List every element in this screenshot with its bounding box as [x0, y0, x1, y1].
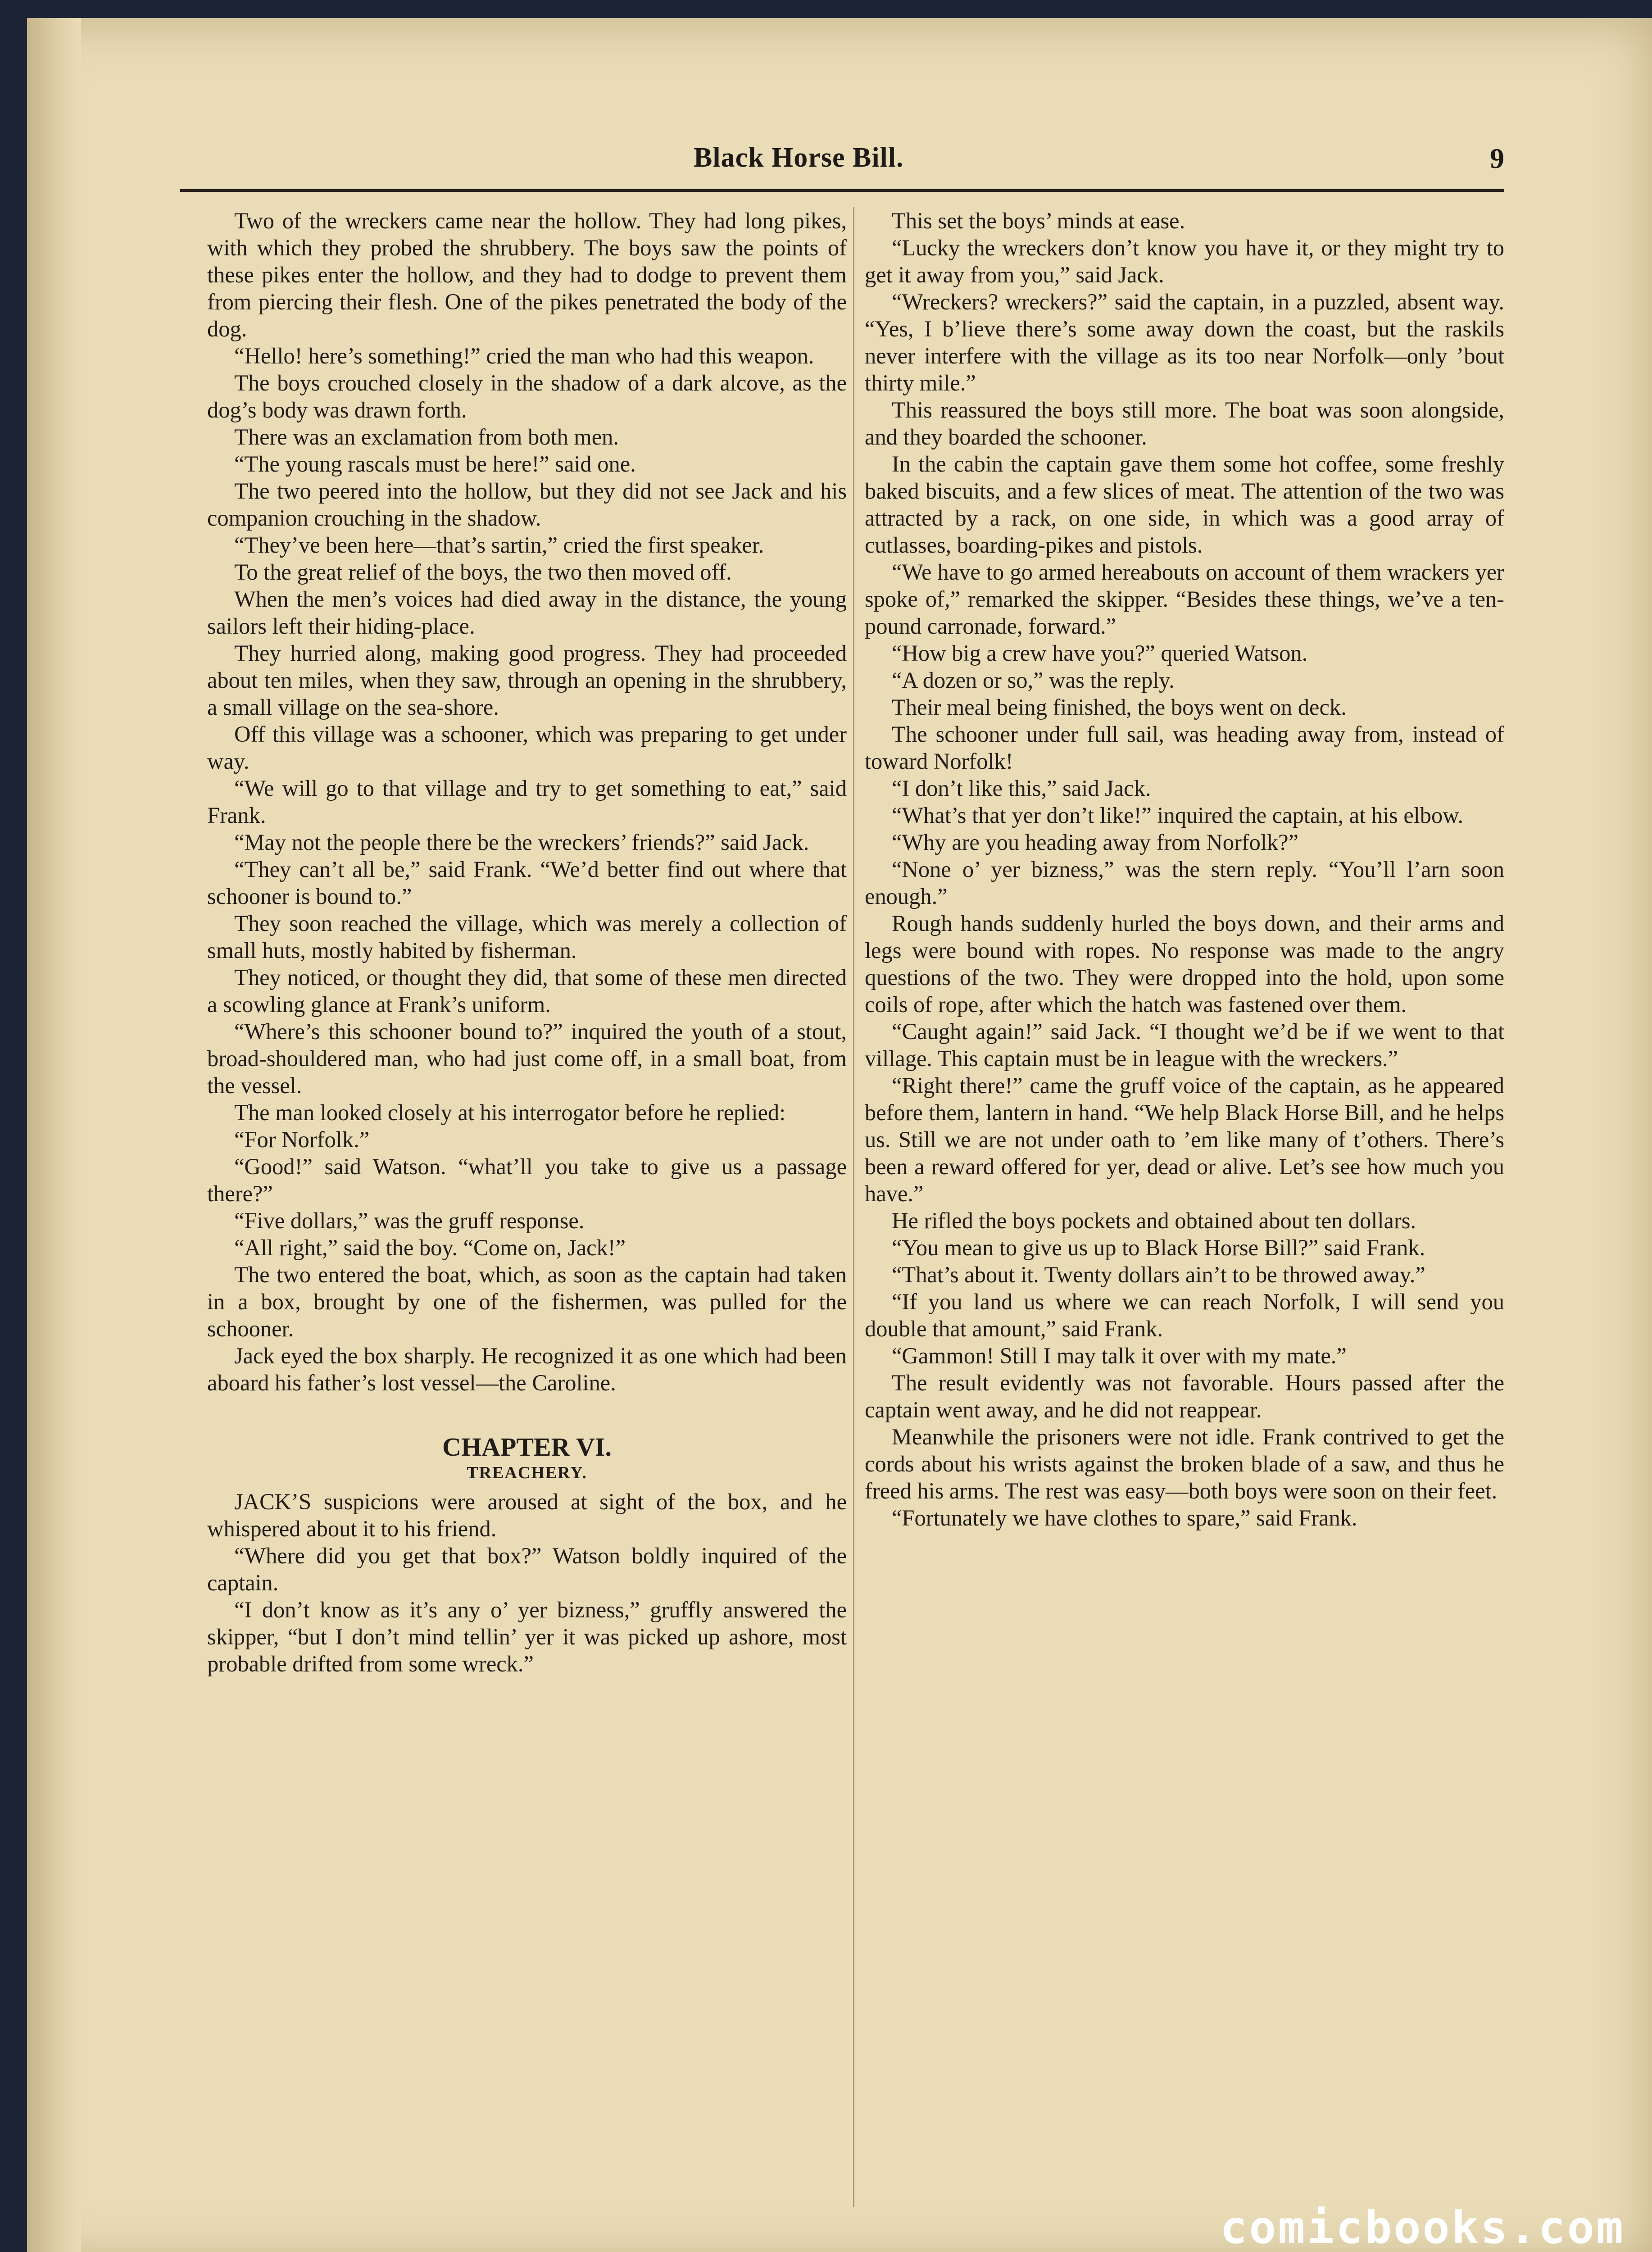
paragraph: Meanwhile the prisoners were not idle. Frank contrived to get the cords about his wrists against the broken blade of a saw, and thus he freed his arms. The rest was easy—both boys were soon on their feet. [865, 1424, 1504, 1503]
left-column-paragraphs [207, 207, 847, 1396]
paragraph: Two of the wreckers came near the hollow. They had long pikes, with which they probed the shrubbery. The boys saw the points of these pikes enter the hollow, and they had to dodge to prevent them from piercing their flesh. One of the pikes penetrated the body of the dog. [207, 208, 847, 341]
paragraph: Jack eyed the box sharply. He recognized it as one which had been aboard his father’s lost vessel—the Caroline. [207, 1343, 847, 1395]
paragraph: “We have to go armed hereabouts on account of them wrackers yer spoke of,” remarked the skipper. “Besides these things, we’ve a ten-pound carronade, forward.” [865, 559, 1504, 639]
paragraph: “We will go to that village and try to get something to eat,” said Frank. [207, 776, 847, 828]
right-column-paragraphs [865, 207, 1504, 1531]
paragraph: “May not the people there be the wreckers’ friends?” said Jack. [234, 830, 809, 855]
paragraph: This reassured the boys still more. The boat was soon alongside, and they boarded the schooner. [865, 397, 1504, 449]
paragraph: “Right there!” came the gruff voice of the captain, as he appeared before them, lantern in hand. “We help Black Horse Bill, and he helps us. Still we are not under oath to ’em like many of t’others. There’s been a reward offered for yer, dead or alive. Let’s see how much you have.” [865, 1073, 1504, 1206]
paragraph: Rough hands suddenly hurled the boys down, and their arms and legs were bound with ropes. No response was made to the angry questions of the two. They were dropped into the hold, upon some coils of rope, after which the hatch was fastened over them. [865, 911, 1504, 1017]
book-page [27, 18, 1652, 2252]
paragraph: They soon reached the village, which was merely a collection of small huts, mostly habited by fisherman. [207, 911, 847, 963]
paragraph: He rifled the boys pockets and obtained about ten dollars. [892, 1208, 1416, 1233]
paragraph: “All right,” said the boy. “Come on, Jack!” [234, 1235, 626, 1260]
right-column [865, 207, 1504, 1531]
paragraph: “Fortunately we have clothes to spare,” said Frank. [892, 1505, 1357, 1530]
left-column-chapter-paragraphs [207, 1488, 847, 1677]
paragraph: “I don’t know as it’s any o’ yer bizness,” gruffly answered the skipper, “but I don’t mind tellin’ yer it was picked up ashore, most probable drifted from some wreck.” [207, 1597, 847, 1676]
paragraph: To the great relief of the boys, the two then moved off. [234, 559, 732, 585]
paragraph: The schooner under full sail, was heading away from, instead of toward Norfolk! [865, 722, 1504, 774]
paragraph: “Where’s this schooner bound to?” inquired the youth of a stout, broad-shouldered man, who had just come off, in a small boat, from the vessel. [207, 1019, 847, 1098]
paragraph: JACK’S suspicions were aroused at sight of the box, and he whispered about it to his friend. [207, 1489, 847, 1541]
paragraph: “If you land us where we can reach Norfolk, I will send you double that amount,” said Frank. [865, 1289, 1504, 1341]
paragraph: “A dozen or so,” was the reply. [892, 667, 1175, 693]
paragraph: “Wreckers? wreckers?” said the captain, in a puzzled, absent way. “Yes, I b’lieve there’s some away down the coast, but the raskils never interfere with the village as its too near Norfolk—only ’bout thirty mile.” [865, 289, 1504, 395]
paragraph: The two entered the boat, which, as soon as the captain had taken in a box, brought by one of the fishermen, was pulled for the schooner. [207, 1262, 847, 1341]
paragraph: They hurried along, making good progress. They had proceeded about ten miles, when they saw, through an opening in the shrubbery, a small village on the sea-shore. [207, 640, 847, 720]
paragraph: “Good!” said Watson. “what’ll you take to give us a passage there?” [207, 1154, 847, 1206]
running-title: Black Horse Bill. [694, 142, 904, 173]
paragraph: “Where did you get that box?” Watson boldly inquired of the captain. [207, 1543, 847, 1595]
paragraph: “Caught again!” said Jack. “I thought we’d be if we went to that village. This captain must be in league with the wreckers.” [865, 1019, 1504, 1071]
paragraph: “You mean to give us up to Black Horse Bill?” said Frank. [892, 1235, 1425, 1260]
paragraph: “Hello! here’s something!” cried the man who had this weapon. [234, 343, 814, 368]
chapter-heading [207, 1432, 847, 1484]
paragraph: They noticed, or thought they did, that some of these men directed a scowling glance at Frank’s uniform. [207, 965, 847, 1017]
paragraph: “How big a crew have you?” queried Watson. [892, 640, 1308, 666]
paragraph: The man looked closely at his interrogator before he replied: [234, 1100, 786, 1125]
column-divider [853, 207, 854, 2207]
paragraph: “They’ve been here—that’s sartin,” cried the first speaker. [234, 532, 764, 558]
page-number: 9 [1490, 142, 1504, 174]
paragraph: In the cabin the captain gave them some hot coffee, some freshly baked biscuits, and a few slices of meat. The attention of the two was attracted by a rack, on one side, in which was a good array of cutlasses, boarding-pikes and pistols. [865, 451, 1504, 558]
paragraph: “Five dollars,” was the gruff response. [234, 1208, 585, 1233]
paragraph: “The young rascals must be here!” said one. [234, 451, 636, 477]
chapter-subtitle: TREACHERY. [467, 1463, 587, 1482]
paragraph: The two peered into the hollow, but they did not see Jack and his companion crouching in the shadow. [207, 478, 847, 531]
watermark: comicbooks.com [1220, 2201, 1625, 2252]
paragraph: This set the boys’ minds at ease. [892, 208, 1185, 233]
paragraph: Their meal being finished, the boys went on deck. [892, 695, 1347, 720]
paragraph: When the men’s voices had died away in the distance, the young sailors left their hiding-place. [207, 586, 847, 639]
paragraph: “I don’t like this,” said Jack. [892, 776, 1151, 801]
paragraph: “Lucky the wreckers don’t know you have it, or they might try to get it away from you,” said Jack. [865, 235, 1504, 287]
chapter-title: CHAPTER VI. [442, 1432, 612, 1462]
paragraph: There was an exclamation from both men. [234, 424, 619, 449]
paragraph: Off this village was a schooner, which was preparing to get under way. [207, 722, 847, 774]
paragraph: “That’s about it. Twenty dollars ain’t to be throwed away.” [892, 1262, 1425, 1287]
paragraph: “What’s that yer don’t like!” inquired the captain, at his elbow. [892, 803, 1464, 828]
paragraph: The result evidently was not favorable. Hours passed after the captain went away, and he did not reappear. [865, 1370, 1504, 1422]
paragraph: The boys crouched closely in the shadow of a dark alcove, as the dog’s body was drawn forth. [207, 370, 847, 422]
paragraph: “They can’t all be,” said Frank. “We’d better find out where that schooner is bound to.” [207, 857, 847, 909]
paragraph: “Gammon! Still I may talk it over with my mate.” [892, 1343, 1347, 1368]
page-header [180, 131, 1504, 192]
page-binding [27, 18, 81, 2252]
paragraph: “Why are you heading away from Norfolk?” [892, 830, 1299, 855]
left-column [207, 207, 847, 1677]
paragraph: “None o’ yer bizness,” was the stern reply. “You’ll l’arn soon enough.” [865, 857, 1504, 909]
paragraph: “For Norfolk.” [234, 1127, 370, 1152]
